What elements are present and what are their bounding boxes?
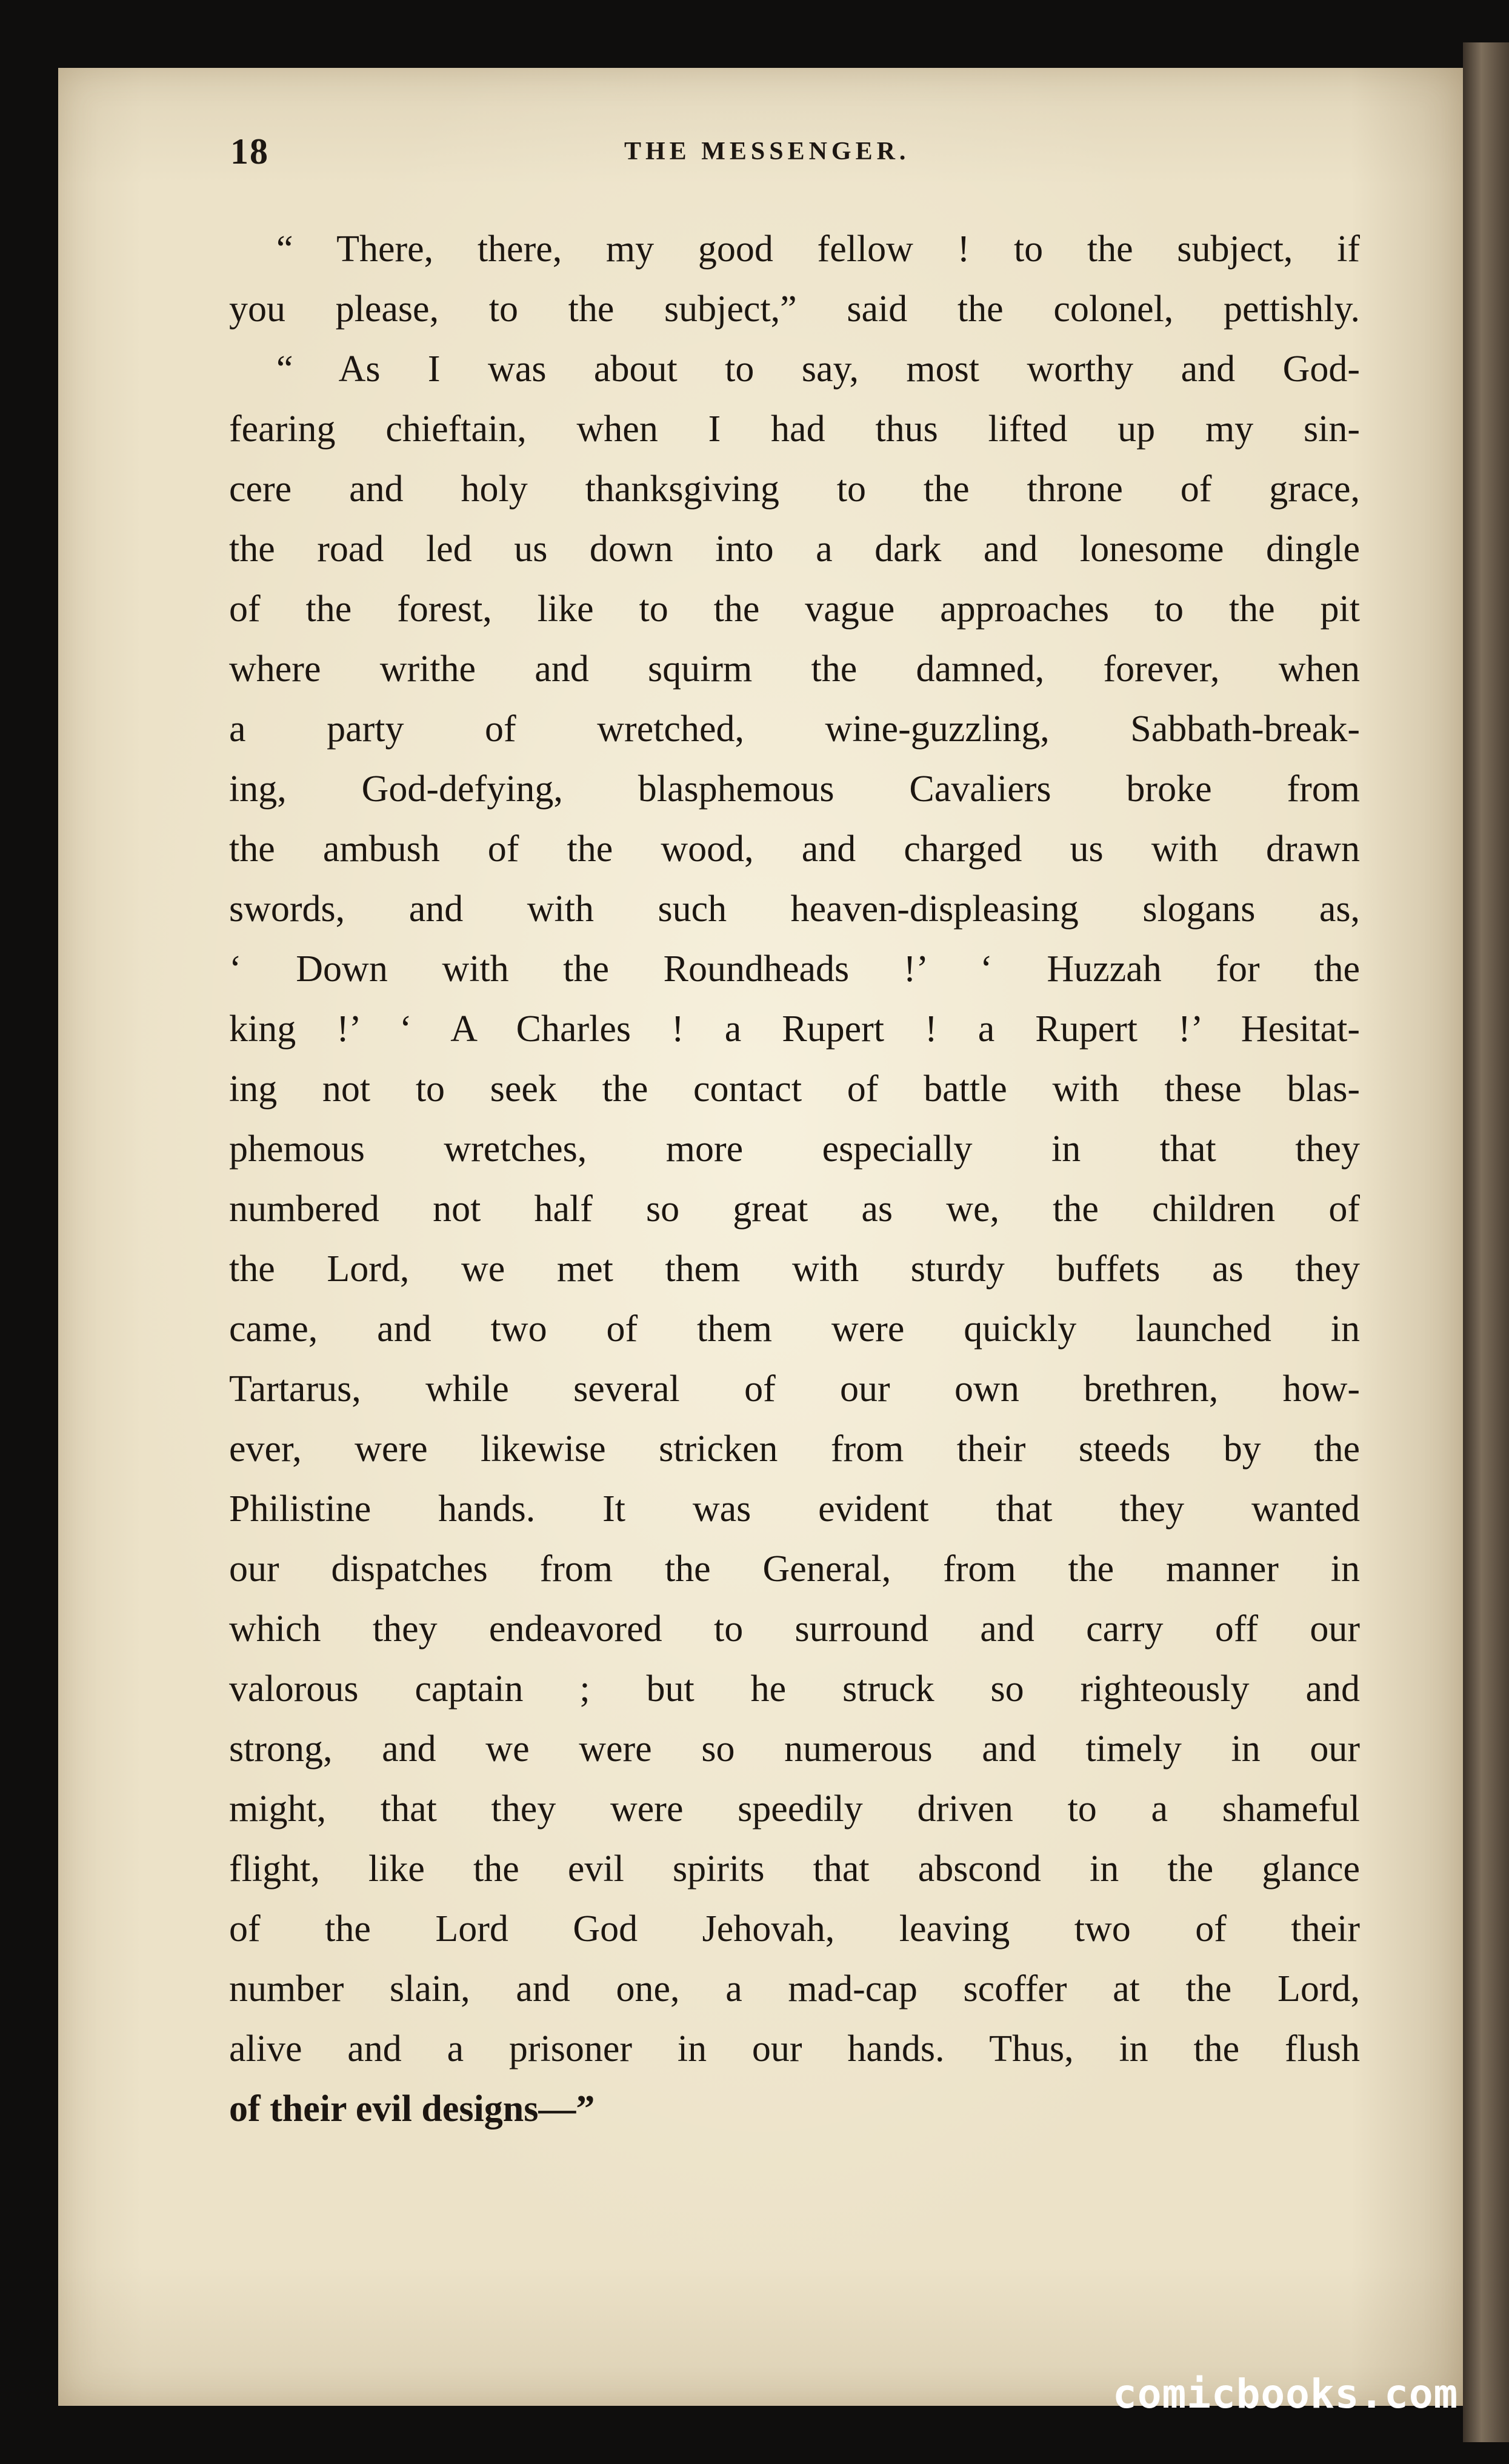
text-line: Philistine hands. It was evident that they wanted: [229, 1488, 1360, 1530]
body-text: [229, 219, 1360, 2139]
book-spine-edge: [1463, 42, 1509, 2442]
text-line: alive and a prisoner in our hands. Thus, in the flush: [229, 2028, 1360, 2069]
text-line: flight, like the evil spirits that abscond in the glance: [229, 1848, 1360, 1890]
text-line: the Lord, we met them with sturdy buffets as they: [229, 1248, 1360, 1290]
text-line: swords, and with such heaven-displeasing slogans as,: [229, 888, 1360, 930]
text-line: came, and two of them were quickly launched in: [229, 1308, 1360, 1350]
text-line: you please, to the subject,” said the colonel, pettishly.: [229, 288, 1360, 330]
text-line: numbered not half so great as we, the children of: [229, 1188, 1360, 1230]
text-line: ing, God-defying, blasphemous Cavaliers broke from: [229, 768, 1360, 810]
text-line: ever, were likewise stricken from their steeds by the: [229, 1428, 1360, 1470]
text-line: of the Lord God Jehovah, leaving two of their: [229, 1908, 1360, 1950]
text-line: the road led us down into a dark and lonesome dingle: [229, 528, 1360, 570]
watermark: comicbooks.com: [1113, 2371, 1459, 2417]
text-line: Tartarus, while several of our own brethren, how-: [229, 1368, 1360, 1410]
text-line: phemous wretches, more especially in that they: [229, 1128, 1360, 1170]
text-line: the ambush of the wood, and charged us with drawn: [229, 828, 1360, 870]
text-line: “ There, there, my good fellow ! to the subject, if: [276, 228, 1360, 270]
text-line: might, that they were speedily driven to a shameful: [229, 1788, 1360, 1830]
text-line: which they endeavored to surround and carry off our: [229, 1608, 1360, 1650]
page-number: 18: [230, 132, 269, 171]
text-line: valorous captain ; but he struck so righteously and: [229, 1668, 1360, 1710]
text-line-last: of their evil designs—”: [229, 2088, 595, 2129]
text-line: strong, and we were so numerous and timely in our: [229, 1728, 1360, 1770]
text-line: of the forest, like to the vague approaches to the pit: [229, 588, 1360, 630]
text-line: fearing chieftain, when I had thus lifted up my sin-: [229, 408, 1360, 450]
text-line: where writhe and squirm the damned, forever, when: [229, 648, 1360, 690]
text-line: a party of wretched, wine-guzzling, Sabbath-break-: [229, 708, 1360, 750]
text-line: cere and holy thanksgiving to the throne of grace,: [229, 468, 1360, 510]
text-line: king !’ ‘ A Charles ! a Rupert ! a Rupert !’ Hesitat-: [229, 1008, 1360, 1050]
text-line: our dispatches from the General, from the manner in: [229, 1548, 1360, 1590]
text-line: ing not to seek the contact of battle with these blas-: [229, 1068, 1360, 1110]
text-line: ‘ Down with the Roundheads !’ ‘ Huzzah for the: [229, 948, 1360, 990]
text-line: “ As I was about to say, most worthy and God-: [276, 348, 1360, 390]
page-header: [230, 131, 1357, 185]
running-head: THE MESSENGER.: [624, 138, 910, 165]
text-line: number slain, and one, a mad-cap scoffer at the Lord,: [229, 1968, 1360, 2009]
